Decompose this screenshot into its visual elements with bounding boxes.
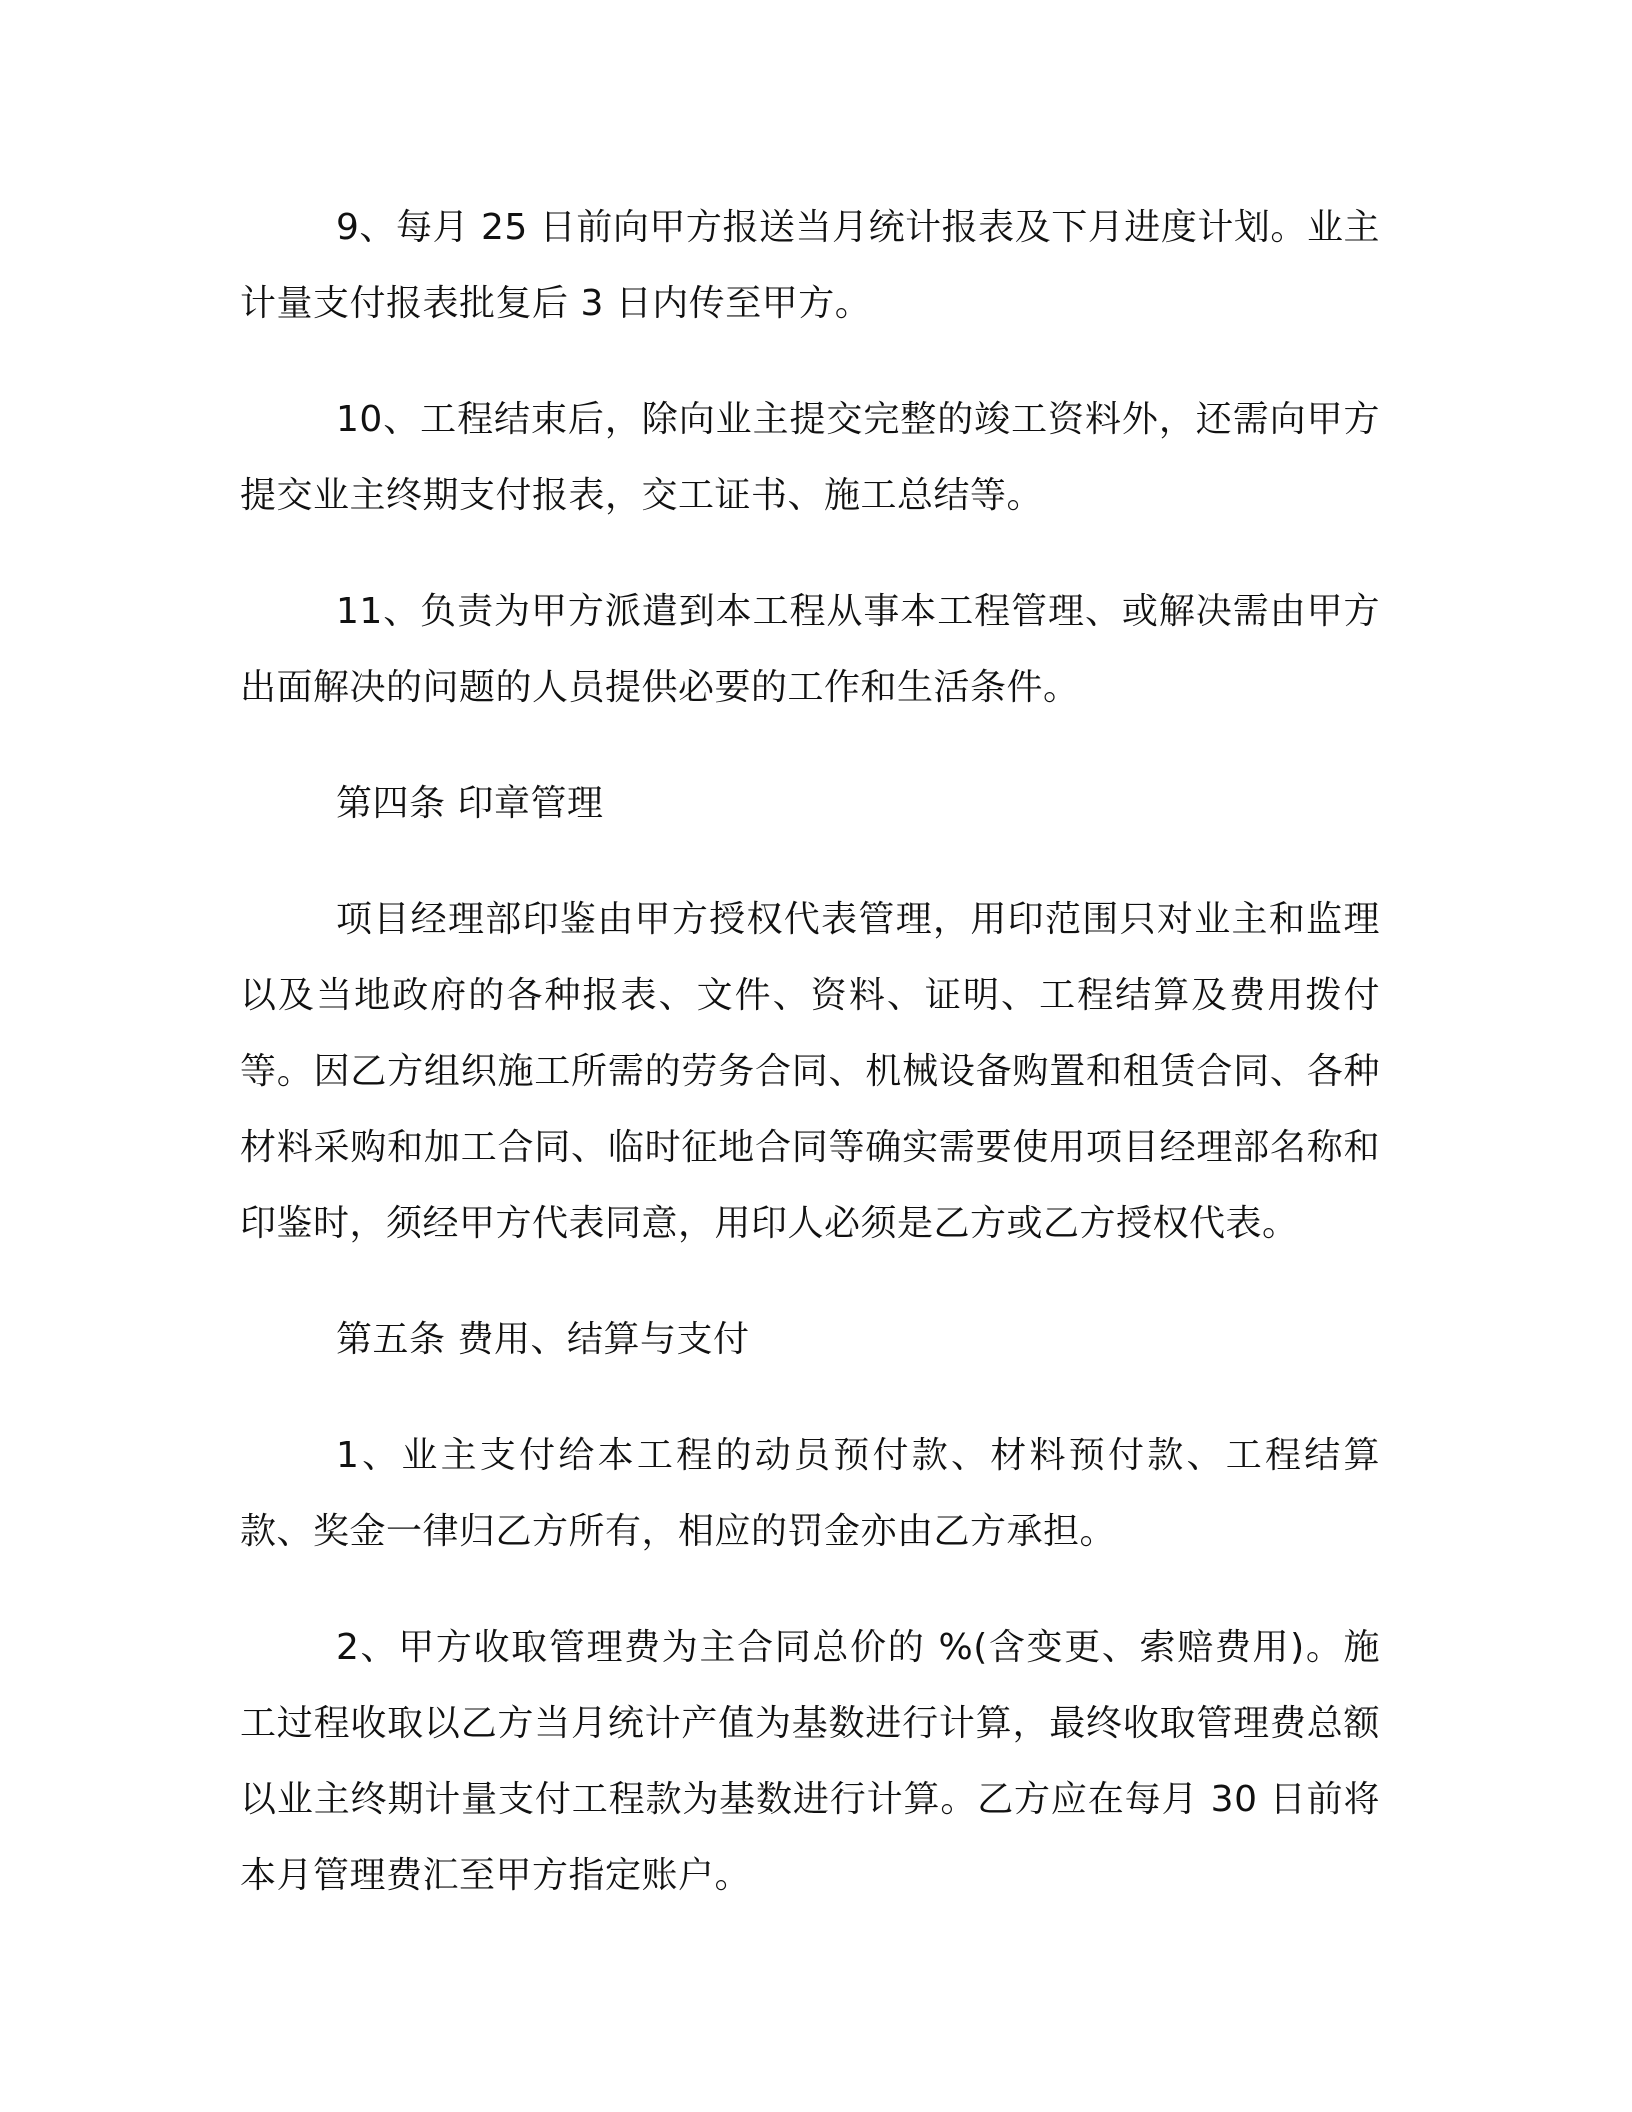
article-5-item-1: 1、业主支付给本工程的动员预付款、材料预付款、工程结算款、奖金一律归乙方所有，相应的罚金亦由乙方承担。 — [240, 1435, 1380, 1552]
article-4-heading: 第四条 印章管理 — [336, 783, 604, 824]
paragraph-item-10: 10、工程结束后，除向业主提交完整的竣工资料外，还需向甲方提交业主终期支付报表，交工证书、施工总结等。 — [240, 399, 1380, 516]
paragraph-item-9: 9、每月 25 日前向甲方报送当月统计报表及下月进度计划。业主计量支付报表批复后 3 日内传至甲方。 — [240, 207, 1380, 324]
document-body — [240, 190, 1380, 1954]
article-5-heading: 第五条 费用、结算与支付 — [336, 1319, 750, 1360]
article-4-seal-paragraph: 项目经理部印鉴由甲方授权代表管理，用印范围只对业主和监理以及当地政府的各种报表、文件、资料、证明、工程结算及费用拨付等。因乙方组织施工所需的劳务合同、机械设备购置和租赁合同、各种材料采购和加工合同、临时征地合同等确实需要使用项目经理部名称和印鉴时，须经甲方代表同意，用印人必须是乙方或乙方授权代表。 — [240, 899, 1380, 1244]
paragraph-item-11: 11、负责为甲方派遣到本工程从事本工程管理、或解决需由甲方出面解决的问题的人员提供必要的工作和生活条件。 — [240, 591, 1380, 708]
article-5-item-2: 2、甲方收取管理费为主合同总价的 %(含变更、索赔费用)。施工过程收取以乙方当月统计产值为基数进行计算，最终收取管理费总额以业主终期计量支付工程款为基数进行计算。乙方应在每月 30 日前将本月管理费汇至甲方指定账户。 — [240, 1627, 1380, 1896]
